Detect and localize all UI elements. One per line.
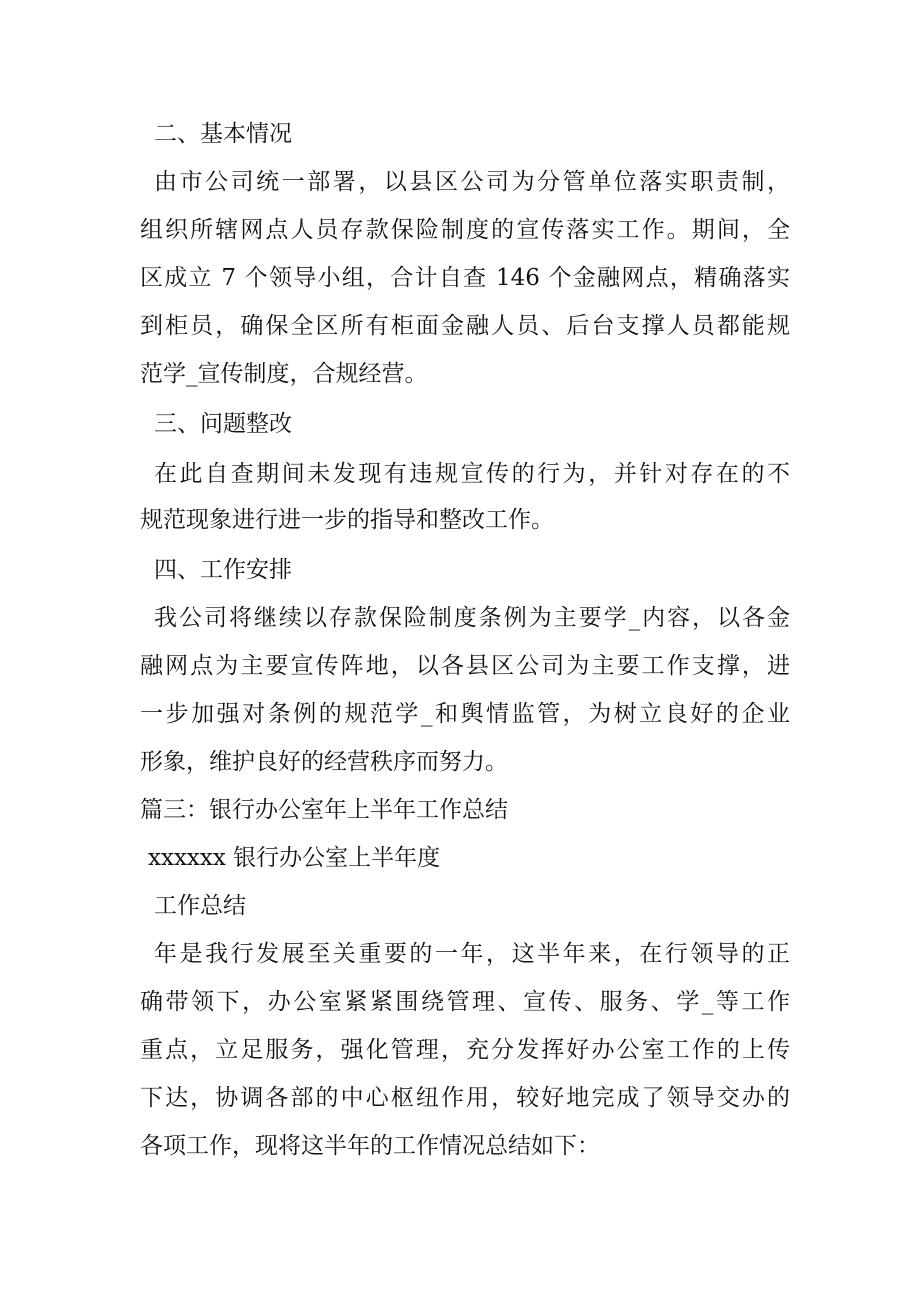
article-title: 篇三：银行办公室年上半年工作总结 bbox=[140, 797, 508, 823]
paragraph-line: 到柜员，确保全区所有柜面金融人员、后台支撑人员都能规 bbox=[140, 313, 790, 339]
paragraph-line: 在此自查期间未发现有违规宣传的行为，并针对存在的不 bbox=[154, 461, 790, 487]
article-subtitle: 工作总结 bbox=[154, 893, 246, 919]
paragraph-line: 融网点为主要宣传阵地，以各县区公司为主要工作支撑，进 bbox=[140, 653, 790, 679]
paragraph-line: 由市公司统一部署，以县区公司为分管单位落实职责制， bbox=[154, 169, 790, 195]
paragraph-line: 我公司将继续以存款保险制度条例为主要学_内容，以各金 bbox=[154, 605, 790, 631]
paragraph-line: 规范现象进行进一步的指导和整改工作。 bbox=[140, 507, 554, 533]
paragraph-line: 范学_宣传制度，合规经营。 bbox=[140, 361, 428, 387]
paragraph-line: 组织所辖网点人员存款保险制度的宣传落实工作。期间，全 bbox=[140, 217, 790, 243]
section-heading-rectification: 三、问题整改 bbox=[154, 411, 292, 437]
paragraph-line: 确带领下，办公室紧紧围绕管理、宣传、服务、学_等工作 bbox=[140, 989, 790, 1015]
section-heading-basic-situation: 二、基本情况 bbox=[154, 121, 292, 147]
paragraph-line: 一步加强对条例的规范学_和舆情监管，为树立良好的企业 bbox=[140, 701, 790, 727]
paragraph-line: 年是我行发展至关重要的一年，这半年来，在行领导的正 bbox=[154, 941, 790, 967]
paragraph-line: 重点，立足服务，强化管理，充分发挥好办公室工作的上传 bbox=[140, 1037, 790, 1063]
section-heading-work-plan: 四、工作安排 bbox=[154, 557, 292, 583]
paragraph-line: 形象，维护良好的经营秩序而努力。 bbox=[140, 749, 508, 775]
article-subtitle: xxxxxx 银行办公室上半年度 bbox=[148, 845, 441, 871]
paragraph-line: 区成立 7 个领导小组，合计自查 146 个金融网点，精确落实 bbox=[140, 265, 790, 291]
paragraph-line: 下达，协调各部的中心枢纽作用，较好地完成了领导交办的 bbox=[140, 1085, 790, 1111]
paragraph-line: 各项工作，现将这半年的工作情况总结如下： bbox=[140, 1133, 600, 1159]
